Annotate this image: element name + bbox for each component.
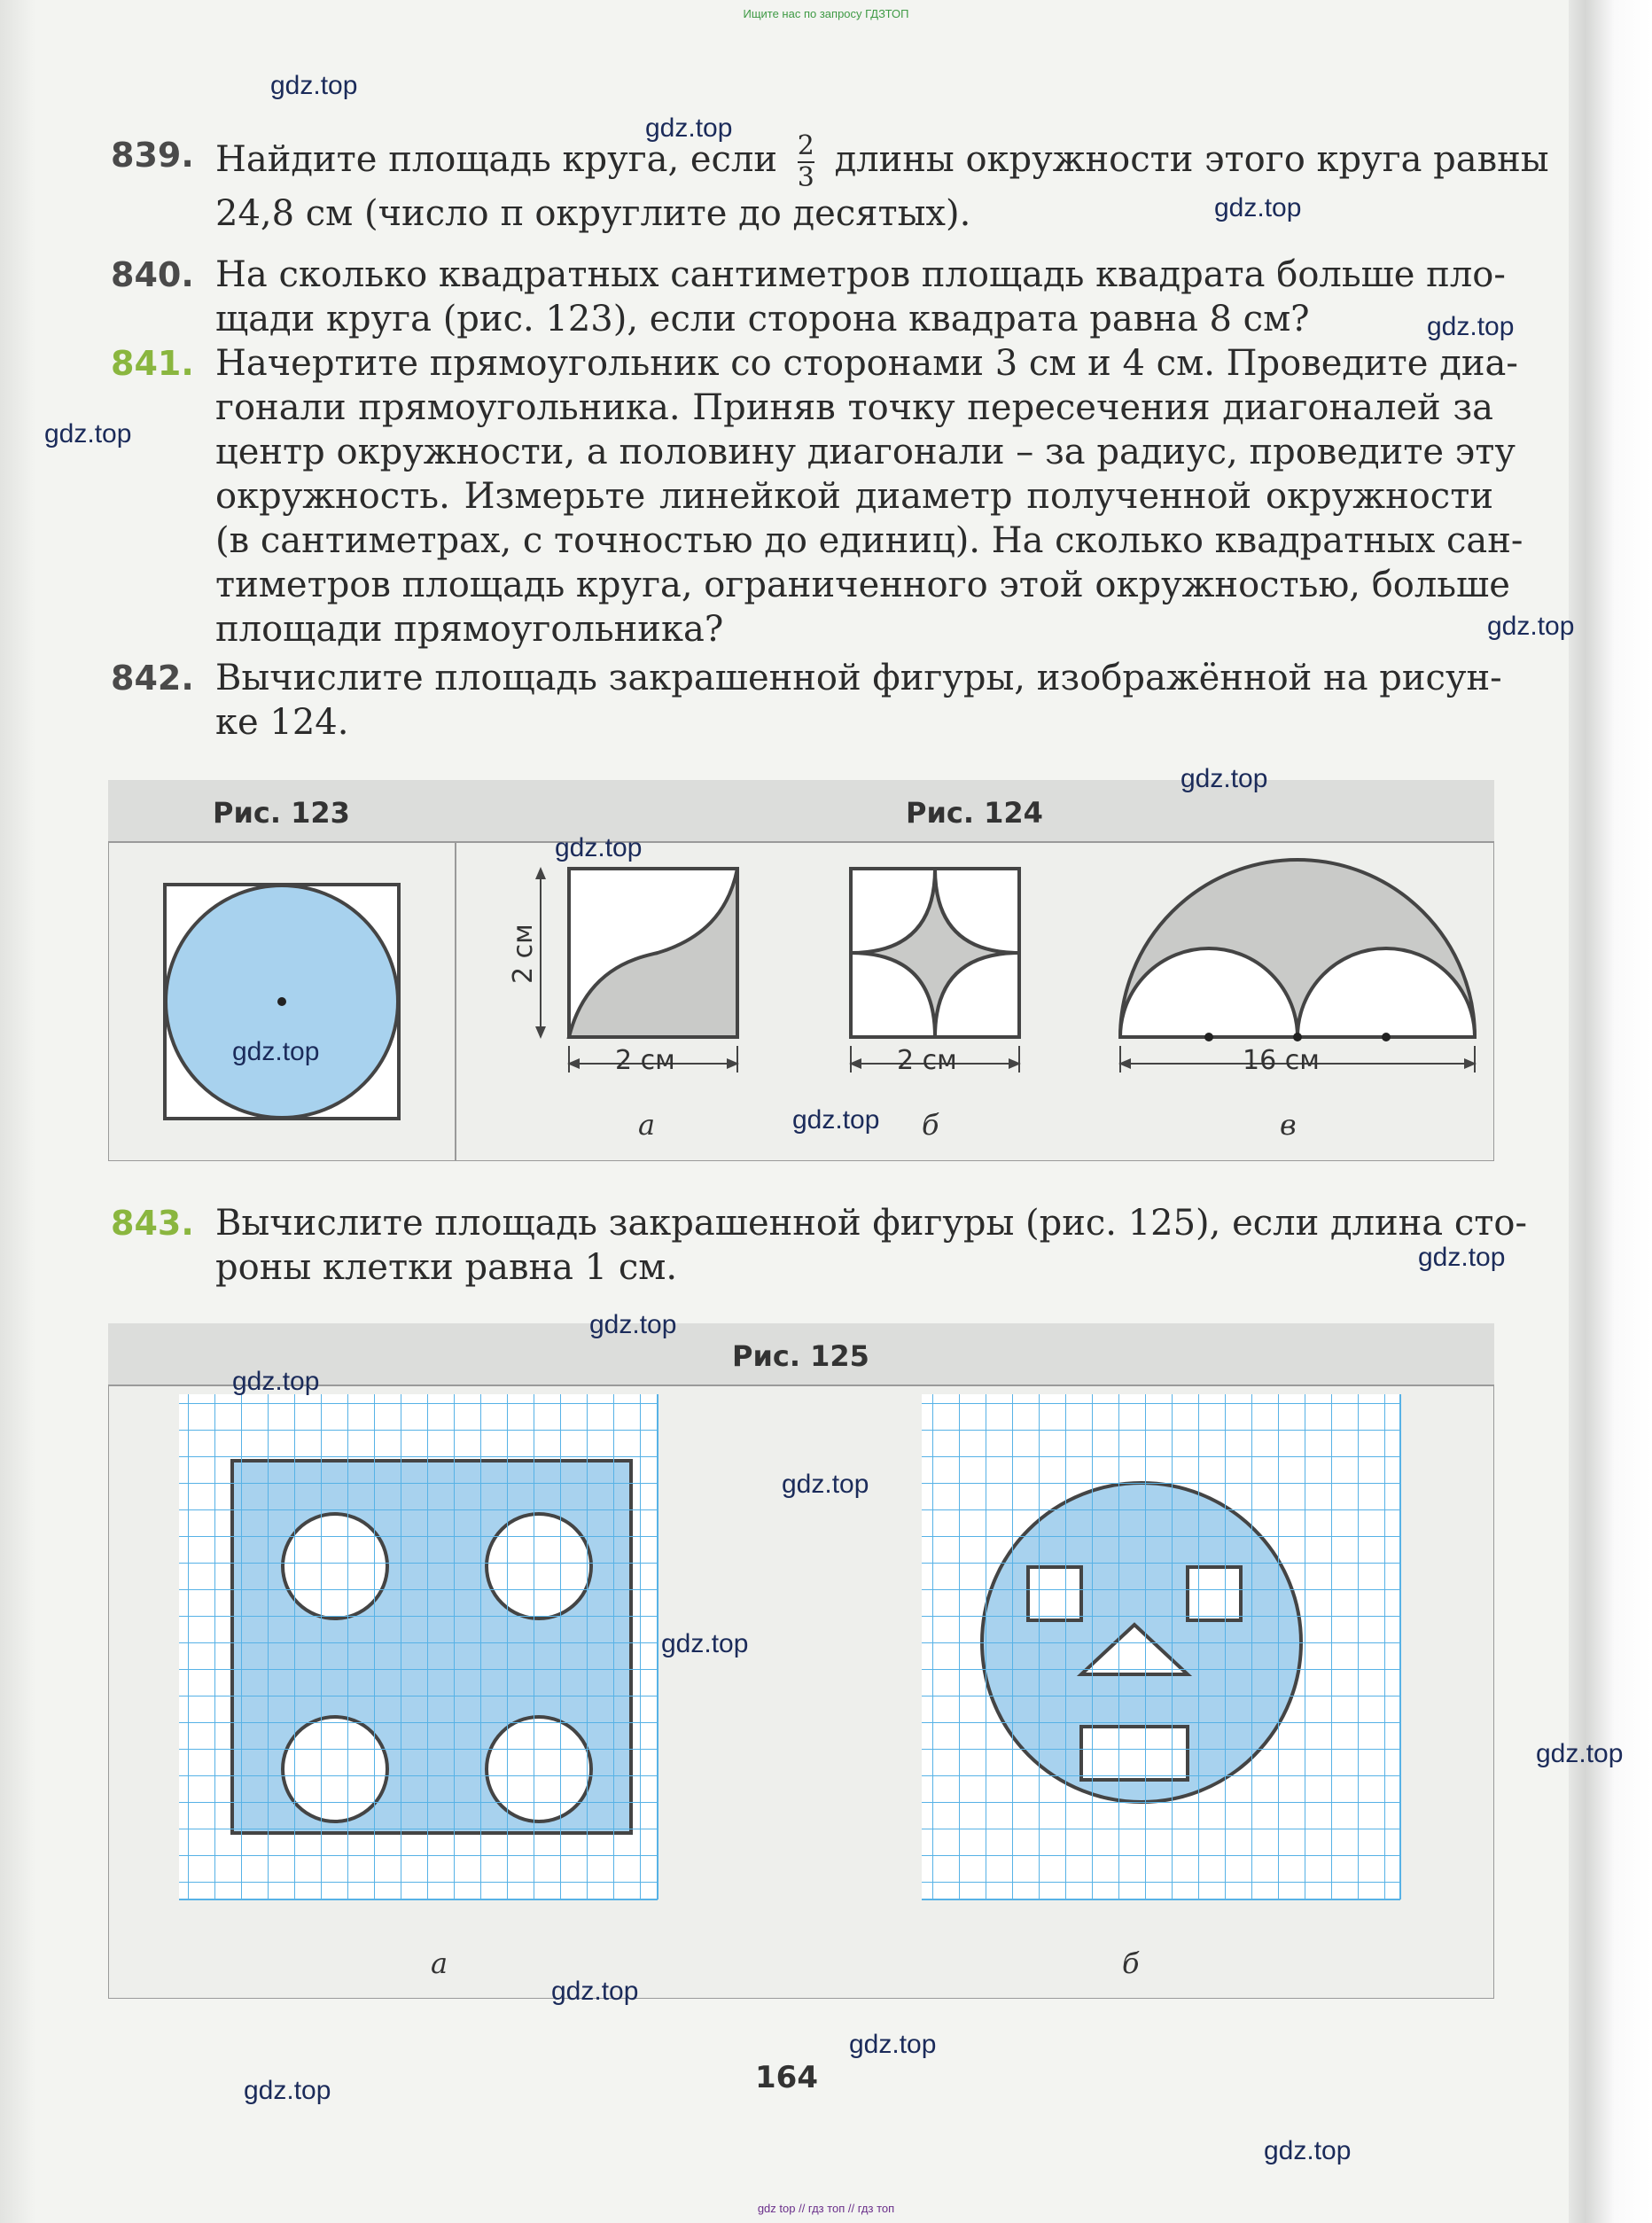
fig124c-bottom-label: 16 см [1243,1045,1320,1076]
problem-line: На сколько квадратных сантиметров площадь квадрата больше пло- [215,254,1506,295]
problem-line: (в сантиметрах, с точностью до единиц). На сколько квадратных сан- [215,520,1523,561]
problem-line: окружность. Измерьте линейкой диаметр полученной окружности [215,476,1493,517]
problem-text [215,341,1523,651]
problem-text [215,1201,1527,1290]
fig124a-side-label: 2 см [508,924,539,984]
fig124a-bottom-label: 2 см [615,1045,675,1076]
text-fragment: длины окружности этого круга равны [834,139,1549,180]
problem-text [215,656,1502,745]
problem-number: 840. [111,255,194,294]
problem-line: центр окружности, а половину диагонали – за радиус, проведите эту [215,432,1516,472]
problem-number: 843. [111,1204,194,1243]
fig124c-letter: в [1280,1108,1297,1142]
footer-note: gdz top // гдз топ // гдз топ [757,2202,895,2215]
watermark-text: gdz.top [1181,764,1268,793]
problem-line: ке 124. [215,702,349,743]
problem-840 [111,253,1506,341]
watermark-text: gdz.top [44,419,132,448]
watermark-text: gdz.top [782,1470,869,1499]
fraction-denominator: 3 [797,162,814,193]
watermark-text: gdz.top [232,1037,320,1066]
watermark-text: gdz.top [1214,193,1302,222]
problem-line: щади круга (рис. 123), если сторона квадрата равна 8 см? [215,299,1310,339]
watermark-text: gdz.top [1536,1739,1624,1768]
problem-843 [111,1201,1527,1290]
text-fragment: Найдите площадь круга, если [215,139,778,180]
problem-line: тиметров площадь круга, ограниченного этой окружностью, больше [215,565,1510,605]
fig125-title: Рис. 125 [732,1339,869,1373]
problem-line: 24,8 см (число π округлите до десятых). [215,193,971,234]
problem-number: 842. [111,659,194,698]
page-left-shadow [0,0,35,2223]
problem-line: площади прямоугольника? [215,609,724,650]
watermark-text: gdz.top [244,2076,331,2105]
fig123-title: Рис. 123 [213,796,350,830]
fraction-numerator: 2 [797,130,814,161]
fraction [797,130,814,193]
figure-125 [108,1323,1494,1999]
fig124a-letter: а [638,1108,656,1142]
fig124-title: Рис. 124 [906,796,1043,830]
watermark-text: gdz.top [589,1310,677,1339]
fig125a-grid [179,1394,658,1899]
watermark-text: gdz.top [555,833,643,862]
watermark-text: gdz.top [551,1977,639,2006]
figures-123-124 [108,780,1494,1161]
page-number: 164 [755,2060,818,2095]
fig125b-grid [922,1394,1400,1899]
problem-line: гонали прямоугольника. Приняв точку пересечения диагоналей за [215,387,1493,428]
problem-line [215,130,1549,193]
fig123-square-circle [165,885,399,1119]
problem-text [215,253,1506,341]
problem-line: Вычислите площадь закрашенной фигуры, изображённой на рисун- [215,658,1502,698]
watermark-text: gdz.top [1427,312,1515,341]
watermark-text: gdz.top [792,1105,880,1135]
problem-line: роны клетки равна 1 см. [215,1247,678,1288]
watermark-text: gdz.top [1487,612,1575,641]
problem-number: 839. [111,136,194,175]
watermark-text: gdz.top [270,71,358,100]
watermark-text: gdz.top [661,1629,749,1658]
fig124b-letter: б [922,1108,939,1142]
fig125b-letter: б [1122,1946,1140,1980]
problem-line: Вычислите площадь закрашенной фигуры (рис. 125), если длина сто- [215,1203,1527,1244]
fig125a-letter: а [431,1946,448,1980]
problem-text [215,130,1549,236]
page-right-edge [1569,0,1652,2223]
watermark-text: gdz.top [1418,1243,1506,1272]
problem-line: Начертите прямоугольник со сторонами 3 см и 4 см. Проведите диа- [215,343,1518,384]
watermark-text: gdz.top [645,113,733,143]
fig124b-bottom-label: 2 см [897,1045,957,1076]
watermark-text: gdz.top [1264,2136,1352,2165]
watermark-text: gdz.top [232,1367,320,1396]
watermark-text: gdz.top [849,2030,937,2059]
problem-841 [111,341,1523,651]
header-note: Ищите нас по запросу ГДЗТОП [743,7,909,20]
problem-842 [111,656,1502,745]
problem-number: 841. [111,344,194,383]
